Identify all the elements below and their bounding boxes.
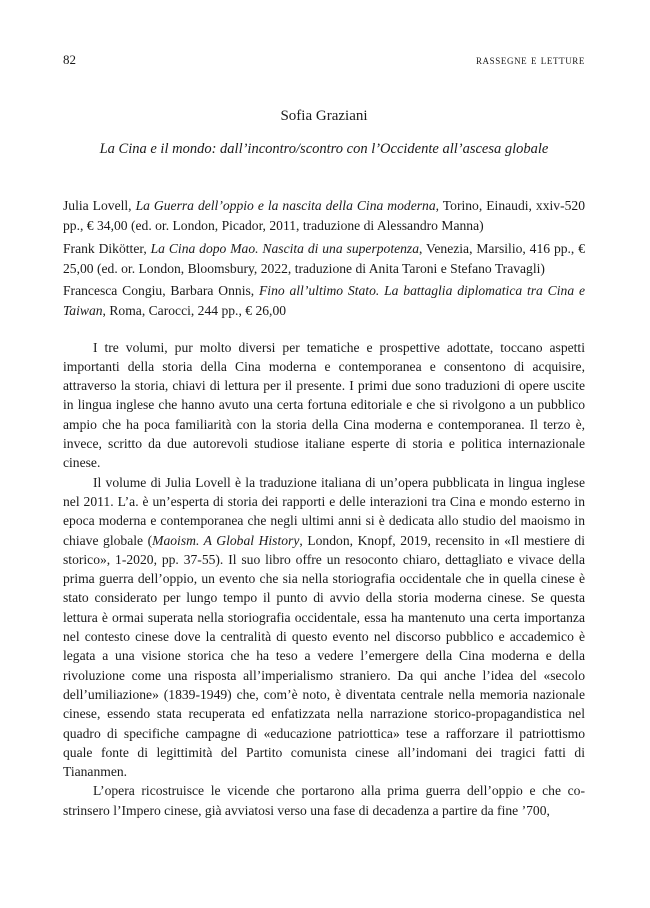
- page: [63, 52, 585, 820]
- cited-title: Maoism. A Global History: [152, 532, 300, 548]
- section-title: rassegne e letture: [475, 53, 585, 67]
- book-entry: [63, 239, 585, 278]
- book-title: La Guerra dell’oppio e la nascita della Cina moderna: [135, 198, 436, 213]
- paragraph-text: Il volume di Julia Lovell è la traduzione italiana di un’opera pubblicata in lingua inglese nel 2011. L’a. è un’esperta di storia dei rapporti e delle interazioni tra Cina e mondo esterno in epoca moderna e contemporanea che negli ultimi anni si è dedicata allo studio del maoismo in chiave globale (: [63, 474, 585, 548]
- body-paragraph: L’opera ricostruisce le vicende che portarono alla prima guerra dell’oppio e che costrinsero l’Impero cinese, già avviatosi verso una fase di decadenza a partire da fine ’700,: [63, 783, 585, 818]
- book-title: Fino all’ultimo Stato. La battaglia diplomatica tra Cina e Taiwan: [63, 283, 585, 318]
- book-title: La Cina dopo Mao. Nascita di una superpotenza: [150, 241, 420, 257]
- book-authors: Julia Lovell,: [63, 198, 136, 213]
- book-details: , Torino, Einaudi, xxiv-520 pp., € 34,00 (ed. or. London, Picador, 2011, traduzione di Alessandro Manna): [63, 198, 585, 233]
- book-details: , Roma, Carocci, 244 pp., € 26,00: [102, 302, 287, 318]
- body-paragraph: [63, 473, 585, 782]
- page-number: 82: [63, 52, 76, 67]
- book-entry: [63, 281, 585, 320]
- review-author: Sofia Graziani: [280, 108, 368, 124]
- running-head: [63, 52, 585, 74]
- bibliography: [63, 196, 585, 321]
- body-paragraph: I tre volumi, pur molto diversi per tematiche e prospettive adottate, toccano aspetti importanti della storia della Cina moderna e contemporanea e consentono di acquisire, attraverso la storia, chiavi di lettura per il presente. I primi due sono traduzioni di opere uscite in lingua inglese che hanno avuto una certa fortuna editoriale e che si rivolgono a un pubblico ampio che ha poca familiarità con la storia della Cina moderna e contemporanea. Il terzo è, invece, scritto da due autorevoli studiose italiane esperte di storia e politica internazionale cinese.: [63, 339, 585, 471]
- book-details: , Venezia, Marsilio, 416 pp., € 25,00 (ed. or. London, Bloomsbury, 2022, traduzione di Anita Taroni e Stefano Travagli): [63, 241, 585, 276]
- review-title: La Cina e il mondo: dall’incontro/scontro con l’Occidente all’ascesa globale: [99, 141, 549, 157]
- paragraph-text: , London, Knopf, 2019, recensito in «Il mestiere di storico», 1-2020, pp. 37-55). Il suo libro offre un resoconto chiaro, dettagliato e vivace della prima guerra dell’oppio, un evento che sia nella storiografia occidentale che in quella cinese è stato considerato per lungo tempo il punto di avvio della storia moderna cinese. Se questa lettura è ormai superata nella storiografia occidentale, essa ha mantenuto una certa importanza nel contesto cinese dove la centralità di questo evento nel discorso pubblico e accademico è legata a una visione storica che ha teso a vedere l’emergere della Cina moderna e della rivoluzione come una risposta all’imperialismo straniero. Da qui anche l’idea del «secolo dell’umiliazione» (1839-1949) che, com’è noto, è diventata centrale nella memoria nazionale cinese, essendo stata recuperata ed enfatizzata nella narrazione storico-propagandistica nel quadro di specifiche campagne di «educazione patriottica» tese a rafforzare il patriottismo quale fonte di legittimità del Partito comunista cinese all’indomani dei tragici fatti di Tiananmen.: [63, 532, 586, 780]
- book-authors: Frank Dikötter,: [63, 241, 151, 257]
- book-authors: Francesca Congiu, Barbara Onnis,: [63, 283, 259, 299]
- book-entry: [63, 196, 585, 235]
- review-body: [63, 338, 585, 820]
